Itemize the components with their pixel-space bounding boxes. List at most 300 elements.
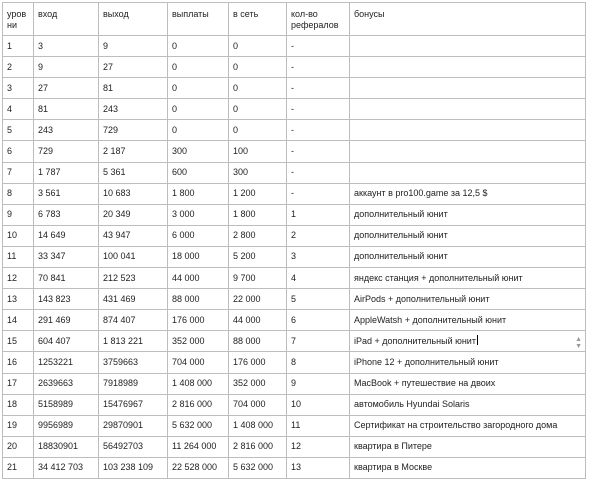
cell-text: -: [291, 188, 294, 199]
cell-text: 2 187: [103, 146, 126, 157]
cell-text: 0: [233, 82, 239, 93]
cell-input[interactable]: [34, 141, 99, 162]
cell-input[interactable]: [34, 78, 99, 99]
cell-input[interactable]: [34, 99, 99, 120]
cell-text: яндекс станция + дополнительный юнит: [354, 272, 523, 283]
cell-text: 7: [291, 335, 297, 346]
cell-to-network[interactable]: [229, 120, 287, 141]
cell-text: MacBook + путешествие на двоих: [354, 378, 496, 389]
cell-text: 604 407: [38, 335, 71, 346]
cell-level[interactable]: [3, 141, 34, 162]
table-body: [3, 36, 586, 479]
cell-text: 16: [7, 356, 18, 367]
cell-text: 0: [233, 40, 239, 51]
cell-text: 0: [233, 124, 239, 135]
cell-text: 10: [291, 399, 302, 410]
cell-text: 0: [172, 82, 178, 93]
cell-referrals[interactable]: [287, 204, 350, 225]
table-row: [3, 162, 586, 183]
cell-to-network[interactable]: [229, 204, 287, 225]
cell-text: 0: [233, 61, 239, 72]
cell-bonus[interactable]: [350, 162, 586, 183]
table-row: [3, 225, 586, 246]
cell-text: AppleWatsh + дополнительный юнит: [354, 314, 507, 325]
cell-level[interactable]: [3, 57, 34, 78]
cell-input[interactable]: [34, 436, 99, 457]
cell-level[interactable]: [3, 162, 34, 183]
cell-input[interactable]: [34, 373, 99, 394]
cell-bonus[interactable]: [350, 183, 586, 204]
cell-text: 17: [7, 378, 18, 389]
cell-level[interactable]: [3, 268, 34, 289]
table-row: [3, 352, 586, 373]
cell-input[interactable]: [34, 310, 99, 331]
cell-to-network[interactable]: [229, 457, 287, 478]
cell-text: 10 683: [103, 188, 131, 199]
cell-to-network[interactable]: [229, 78, 287, 99]
cell-text: 81: [38, 103, 49, 114]
cell-bonus[interactable]: [350, 331, 586, 352]
cell-payouts[interactable]: [168, 57, 229, 78]
cell-text: 27: [38, 82, 49, 93]
cell-text: 1: [291, 209, 297, 220]
cell-text: 18830901: [38, 441, 79, 452]
header-level[interactable]: уров ни: [3, 3, 34, 36]
cell-referrals[interactable]: [287, 394, 350, 415]
cell-text: 5 632 000: [233, 462, 274, 473]
cell-payouts[interactable]: [168, 268, 229, 289]
cell-text: 15476967: [103, 399, 144, 410]
cell-text: 300: [172, 146, 188, 157]
cell-text: 2: [291, 230, 297, 241]
cell-text: 22 000: [233, 293, 261, 304]
cell-input[interactable]: [34, 331, 99, 352]
cell-to-network[interactable]: [229, 310, 287, 331]
cell-to-network[interactable]: [229, 183, 287, 204]
table-row: [3, 415, 586, 436]
header-output[interactable]: выход: [99, 3, 168, 36]
cell-text: iPad + дополнительный юнит: [354, 336, 476, 347]
cell-text: 11: [7, 251, 17, 262]
cell-payouts[interactable]: [168, 352, 229, 373]
cell-to-network[interactable]: [229, 415, 287, 436]
cell-input[interactable]: [34, 352, 99, 373]
cell-text: 21: [7, 462, 18, 473]
cell-payouts[interactable]: [168, 141, 229, 162]
table-row: [3, 246, 586, 267]
cell-text: 729: [38, 146, 54, 157]
cell-text: 29870901: [103, 420, 144, 431]
cell-level[interactable]: [3, 310, 34, 331]
cell-text: -: [291, 61, 294, 72]
cell-text: iPhone 12 + дополнительный юнит: [354, 356, 499, 367]
cell-referrals[interactable]: [287, 162, 350, 183]
cell-text: 3: [38, 40, 44, 51]
cell-text: 15: [7, 335, 18, 346]
cell-bonus[interactable]: [350, 57, 586, 78]
cell-to-network[interactable]: [229, 436, 287, 457]
cell-input[interactable]: [34, 57, 99, 78]
table-row: [3, 120, 586, 141]
cell-text: 13: [7, 293, 18, 304]
cell-output[interactable]: [99, 162, 168, 183]
cell-text: 81: [103, 82, 114, 93]
header-bonuses[interactable]: бонусы: [350, 3, 586, 36]
cell-text: 6: [7, 146, 13, 157]
cell-to-network[interactable]: [229, 36, 287, 57]
cell-text: 6 783: [38, 209, 61, 220]
cell-referrals[interactable]: [287, 183, 350, 204]
cell-text: 9: [103, 40, 109, 51]
cell-level[interactable]: [3, 204, 34, 225]
cell-text: 0: [172, 103, 178, 114]
table-row: [3, 57, 586, 78]
cell-text: 300: [233, 167, 249, 178]
cell-text: 14: [7, 314, 18, 325]
cell-text: 1: [7, 40, 13, 51]
cell-text: 19: [7, 420, 18, 431]
header-payouts[interactable]: выплаты: [168, 3, 229, 36]
header-input[interactable]: вход: [34, 3, 99, 36]
cell-text: 0: [172, 61, 178, 72]
bonus-levels-table-container: [2, 2, 585, 479]
cell-input[interactable]: [34, 120, 99, 141]
table-row: [3, 331, 586, 352]
cell-payouts[interactable]: [168, 183, 229, 204]
cell-text: дополнительный юнит: [354, 230, 448, 241]
cell-level[interactable]: [3, 394, 34, 415]
cell-to-network[interactable]: [229, 331, 287, 352]
cell-text: 874 407: [103, 314, 136, 325]
cell-output[interactable]: [99, 457, 168, 478]
cell-bonus[interactable]: [350, 394, 586, 415]
cell-text: автомобиль Hyundai Solaris: [354, 399, 470, 410]
cell-text: -: [291, 124, 294, 135]
cell-referrals[interactable]: [287, 373, 350, 394]
cell-bonus[interactable]: [350, 289, 586, 310]
cell-output[interactable]: [99, 394, 168, 415]
bonus-levels-table: [2, 2, 586, 479]
cell-bonus[interactable]: [350, 436, 586, 457]
cell-level[interactable]: [3, 225, 34, 246]
cell-payouts[interactable]: [168, 394, 229, 415]
cell-text: 70 841: [38, 272, 66, 283]
table-row: [3, 436, 586, 457]
cell-text: 8: [291, 356, 297, 367]
cell-level[interactable]: [3, 246, 34, 267]
cell-text: -: [291, 167, 294, 178]
cell-level[interactable]: [3, 120, 34, 141]
cell-input[interactable]: [34, 289, 99, 310]
cell-level[interactable]: [3, 436, 34, 457]
cell-output[interactable]: [99, 415, 168, 436]
cell-text: -: [291, 146, 294, 157]
cell-payouts[interactable]: [168, 99, 229, 120]
cell-referrals[interactable]: [287, 36, 350, 57]
table-row: [3, 310, 586, 331]
cell-text: 14 649: [38, 230, 66, 241]
cell-output[interactable]: [99, 141, 168, 162]
table-row: [3, 141, 586, 162]
cell-bonus[interactable]: [350, 310, 586, 331]
cell-bonus[interactable]: [350, 78, 586, 99]
cell-payouts[interactable]: [168, 310, 229, 331]
cell-output[interactable]: [99, 78, 168, 99]
cell-bonus[interactable]: [350, 36, 586, 57]
cell-level[interactable]: [3, 415, 34, 436]
cell-input[interactable]: [34, 204, 99, 225]
cell-text: 176 000: [233, 356, 266, 367]
cell-input[interactable]: [34, 225, 99, 246]
cell-payouts[interactable]: [168, 162, 229, 183]
cell-output[interactable]: [99, 36, 168, 57]
cell-payouts[interactable]: [168, 204, 229, 225]
cell-text: 243: [38, 124, 54, 135]
cell-level[interactable]: [3, 99, 34, 120]
cell-input[interactable]: [34, 415, 99, 436]
cell-input[interactable]: [34, 36, 99, 57]
cell-text: 88 000: [233, 335, 261, 346]
cell-bonus[interactable]: [350, 141, 586, 162]
cell-output[interactable]: [99, 57, 168, 78]
cell-text: аккаунт в pro100.game за 12,5 $: [354, 188, 488, 199]
cell-input[interactable]: [34, 268, 99, 289]
cell-output[interactable]: [99, 436, 168, 457]
cell-bonus[interactable]: [350, 373, 586, 394]
cell-text: 3 000: [172, 209, 195, 220]
cell-level[interactable]: [3, 289, 34, 310]
cell-text: 5 361: [103, 167, 126, 178]
cell-bonus[interactable]: [350, 457, 586, 478]
cell-to-network[interactable]: [229, 352, 287, 373]
cell-text: 2: [7, 61, 13, 72]
cell-text: 103 238 109: [103, 462, 154, 473]
cell-payouts[interactable]: [168, 373, 229, 394]
cell-referrals[interactable]: [287, 99, 350, 120]
cell-referrals[interactable]: [287, 415, 350, 436]
cell-text: 43 947: [103, 230, 131, 241]
header-referrals[interactable]: кол-во рефералов: [287, 3, 350, 36]
cell-text: 2639663: [38, 378, 74, 389]
cell-text: 5158989: [38, 399, 74, 410]
header-to-network[interactable]: в сеть: [229, 3, 287, 36]
cell-level[interactable]: [3, 183, 34, 204]
cell-output[interactable]: [99, 183, 168, 204]
cell-to-network[interactable]: [229, 394, 287, 415]
cell-payouts[interactable]: [168, 225, 229, 246]
cell-text: 9: [38, 61, 44, 72]
cell-text: 143 823: [38, 293, 71, 304]
cell-to-network[interactable]: [229, 373, 287, 394]
cell-text: 4: [7, 103, 13, 114]
cell-referrals[interactable]: [287, 141, 350, 162]
cell-to-network[interactable]: [229, 289, 287, 310]
cell-text: 10: [7, 230, 18, 241]
cell-text: 100: [233, 146, 249, 157]
cell-text: 5: [7, 124, 13, 135]
table-row: [3, 373, 586, 394]
table-row: [3, 204, 586, 225]
cell-referrals[interactable]: [287, 436, 350, 457]
cell-output[interactable]: [99, 289, 168, 310]
cell-text: 1 408 000: [172, 378, 213, 389]
cell-referrals[interactable]: [287, 331, 350, 352]
cell-bonus[interactable]: [350, 352, 586, 373]
cell-output[interactable]: [99, 352, 168, 373]
cell-text: 2 816 000: [233, 441, 274, 452]
cell-payouts[interactable]: [168, 331, 229, 352]
cell-text: 9: [7, 209, 13, 220]
cell-output[interactable]: [99, 225, 168, 246]
cell-output[interactable]: [99, 268, 168, 289]
text-cursor: [477, 335, 478, 345]
cell-text: 0: [172, 124, 178, 135]
table-row: [3, 289, 586, 310]
cell-text: 176 000: [172, 314, 205, 325]
cell-bonus[interactable]: [350, 415, 586, 436]
cell-text: -: [291, 103, 294, 114]
cell-text: 9 700: [233, 272, 256, 283]
cell-to-network[interactable]: [229, 141, 287, 162]
cell-text: 1 800: [172, 188, 195, 199]
cell-text: Сертификат на строительство загородного дома: [354, 420, 558, 431]
cell-referrals[interactable]: [287, 289, 350, 310]
cell-text: 5: [291, 293, 297, 304]
cell-text: 1253221: [38, 356, 74, 367]
cell-text: 22 528 000: [172, 462, 218, 473]
cell-bonus[interactable]: [350, 120, 586, 141]
cell-payouts[interactable]: [168, 289, 229, 310]
cell-text: 431 469: [103, 293, 136, 304]
cell-text: 3759663: [103, 356, 139, 367]
cell-input[interactable]: [34, 162, 99, 183]
cell-to-network[interactable]: [229, 225, 287, 246]
cell-level[interactable]: [3, 331, 34, 352]
cell-bonus[interactable]: [350, 99, 586, 120]
cell-output[interactable]: [99, 310, 168, 331]
cell-text: 44 000: [172, 272, 200, 283]
cell-referrals[interactable]: [287, 268, 350, 289]
cell-text: 20 349: [103, 209, 131, 220]
cell-text: 5 200: [233, 251, 256, 262]
cell-referrals[interactable]: [287, 352, 350, 373]
cell-level[interactable]: [3, 78, 34, 99]
cell-payouts[interactable]: [168, 415, 229, 436]
cell-payouts[interactable]: [168, 120, 229, 141]
cell-text: 7: [7, 167, 13, 178]
cell-output[interactable]: [99, 331, 168, 352]
cell-text: 6: [291, 314, 297, 325]
cell-text: 8: [7, 188, 13, 199]
cell-payouts[interactable]: [168, 78, 229, 99]
cell-level[interactable]: [3, 352, 34, 373]
cell-text: 9: [291, 378, 297, 389]
cell-text: 704 000: [172, 356, 205, 367]
cell-text: 1 813 221: [103, 335, 144, 346]
cell-text: -: [291, 40, 294, 51]
cell-payouts[interactable]: [168, 246, 229, 267]
cell-input[interactable]: [34, 246, 99, 267]
cell-input[interactable]: [34, 394, 99, 415]
cell-text: 56492703: [103, 441, 144, 452]
cell-level[interactable]: [3, 373, 34, 394]
cell-input[interactable]: [34, 457, 99, 478]
cell-level[interactable]: [3, 457, 34, 478]
cell-text: 11 264 000: [172, 441, 217, 452]
cell-text: 352 000: [172, 335, 205, 346]
cell-text: 9956989: [38, 420, 74, 431]
cell-referrals[interactable]: [287, 57, 350, 78]
cell-text: 1 200: [233, 188, 256, 199]
cell-to-network[interactable]: [229, 246, 287, 267]
cell-to-network[interactable]: [229, 162, 287, 183]
table-row: [3, 394, 586, 415]
scroll-arrow-icon[interactable]: ▲ ▼: [575, 336, 582, 350]
cell-output[interactable]: [99, 373, 168, 394]
cell-output[interactable]: [99, 120, 168, 141]
cell-text: 6 000: [172, 230, 195, 241]
cell-referrals[interactable]: [287, 78, 350, 99]
cell-text: 0: [172, 40, 178, 51]
table-row: [3, 457, 586, 478]
cell-level[interactable]: [3, 36, 34, 57]
cell-bonus[interactable]: [350, 204, 586, 225]
cell-text: 1 787: [38, 167, 61, 178]
cell-text: 0: [233, 103, 239, 114]
cell-text: 27: [103, 61, 114, 72]
table-row: [3, 183, 586, 204]
cell-text: 1 800: [233, 209, 256, 220]
cell-payouts[interactable]: [168, 457, 229, 478]
cell-output[interactable]: [99, 246, 168, 267]
cell-text: 3 561: [38, 188, 61, 199]
cell-payouts[interactable]: [168, 36, 229, 57]
cell-output[interactable]: [99, 99, 168, 120]
cell-text: -: [291, 82, 294, 93]
cell-referrals[interactable]: [287, 225, 350, 246]
table-row: [3, 268, 586, 289]
cell-payouts[interactable]: [168, 436, 229, 457]
cell-bonus[interactable]: [350, 246, 586, 267]
cell-text: 291 469: [38, 314, 71, 325]
cell-referrals[interactable]: [287, 120, 350, 141]
cell-text: 2 816 000: [172, 399, 213, 410]
cell-text: 3: [291, 251, 297, 262]
cell-to-network[interactable]: [229, 57, 287, 78]
cell-output[interactable]: [99, 204, 168, 225]
cell-text: 18: [7, 399, 18, 410]
cell-text: квартира в Питере: [354, 441, 432, 452]
cell-bonus[interactable]: [350, 225, 586, 246]
cell-referrals[interactable]: [287, 246, 350, 267]
cell-to-network[interactable]: [229, 268, 287, 289]
cell-text: 12: [291, 441, 302, 452]
cell-bonus[interactable]: [350, 268, 586, 289]
cell-text: 11: [291, 420, 301, 431]
cell-text: 7918989: [103, 378, 139, 389]
cell-input[interactable]: [34, 183, 99, 204]
cell-text: 212 523: [103, 272, 136, 283]
cell-referrals[interactable]: [287, 310, 350, 331]
cell-text: 18 000: [172, 251, 200, 262]
cell-to-network[interactable]: [229, 99, 287, 120]
cell-text: дополнительный юнит: [354, 209, 448, 220]
cell-referrals[interactable]: [287, 457, 350, 478]
cell-text: 20: [7, 441, 18, 452]
table-row: [3, 78, 586, 99]
header-row: [3, 3, 586, 36]
cell-text: 34 412 703: [38, 462, 84, 473]
